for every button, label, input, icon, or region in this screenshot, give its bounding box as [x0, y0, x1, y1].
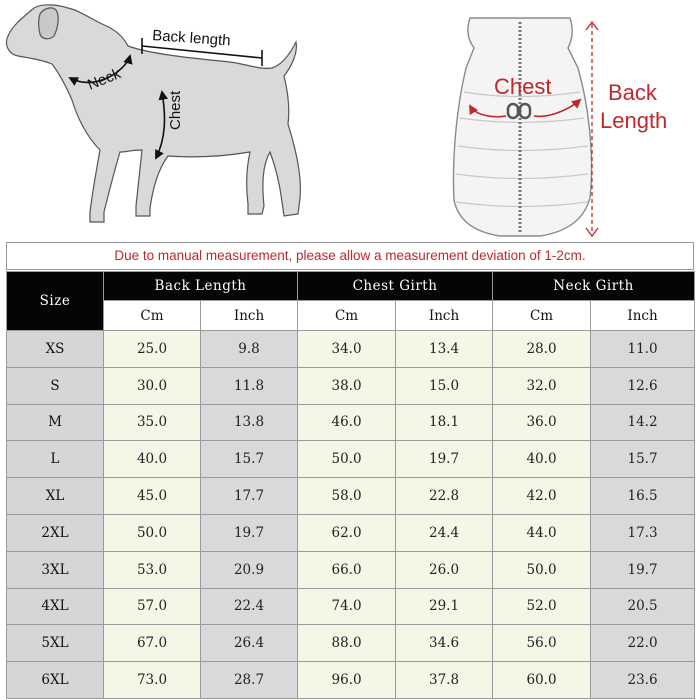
table-row	[7, 331, 695, 368]
value-cell: 17.3	[591, 514, 695, 551]
unit-header: Cm	[298, 301, 396, 331]
label-chest: Chest	[167, 90, 184, 130]
value-cell: 26.4	[201, 625, 298, 662]
value-cell: 26.0	[396, 551, 493, 588]
size-cell: 5XL	[7, 625, 104, 662]
unit-header: Inch	[201, 301, 298, 331]
value-cell: 28.0	[493, 331, 591, 368]
value-cell: 37.8	[396, 662, 493, 699]
value-cell: 23.6	[591, 662, 695, 699]
table-row	[7, 478, 695, 515]
unit-header: Inch	[591, 301, 695, 331]
value-cell: 19.7	[396, 441, 493, 478]
value-cell: 52.0	[493, 588, 591, 625]
value-cell: 25.0	[104, 331, 201, 368]
size-header: Size	[7, 272, 104, 331]
size-cell: XS	[7, 331, 104, 368]
value-cell: 32.0	[493, 367, 591, 404]
size-cell: XL	[7, 478, 104, 515]
measurement-diagram	[0, 0, 700, 240]
vest-illustration	[454, 18, 592, 236]
size-cell: L	[7, 441, 104, 478]
value-cell: 19.7	[201, 514, 298, 551]
value-cell: 20.9	[201, 551, 298, 588]
label-neck: Neck	[85, 65, 124, 94]
value-cell: 44.0	[493, 514, 591, 551]
value-cell: 73.0	[104, 662, 201, 699]
value-cell: 66.0	[298, 551, 396, 588]
label-back-length: Back length	[151, 27, 232, 50]
size-cell: 4XL	[7, 588, 104, 625]
value-cell: 15.0	[396, 367, 493, 404]
group-header-back-length: Back Length	[104, 272, 298, 301]
vest-label-chest: Chest	[494, 74, 552, 99]
value-cell: 30.0	[104, 367, 201, 404]
size-cell: M	[7, 404, 104, 441]
value-cell: 28.7	[201, 662, 298, 699]
table-row	[7, 662, 695, 699]
vest-label-length: Length	[600, 108, 668, 133]
value-cell: 18.1	[396, 404, 493, 441]
value-cell: 46.0	[298, 404, 396, 441]
value-cell: 50.0	[493, 551, 591, 588]
table-row	[7, 514, 695, 551]
table-row	[7, 551, 695, 588]
value-cell: 50.0	[104, 514, 201, 551]
value-cell: 22.8	[396, 478, 493, 515]
value-cell: 60.0	[493, 662, 591, 699]
unit-header: Cm	[104, 301, 201, 331]
value-cell: 29.1	[396, 588, 493, 625]
group-header-chest-girth: Chest Girth	[298, 272, 493, 301]
size-cell: S	[7, 367, 104, 404]
size-chart-table	[6, 271, 695, 699]
value-cell: 16.5	[591, 478, 695, 515]
value-cell: 56.0	[493, 625, 591, 662]
value-cell: 42.0	[493, 478, 591, 515]
table-row	[7, 625, 695, 662]
measurement-notice: Due to manual measurement, please allow a measurement deviation of 1-2cm.	[6, 242, 694, 270]
size-cell: 2XL	[7, 514, 104, 551]
value-cell: 62.0	[298, 514, 396, 551]
value-cell: 74.0	[298, 588, 396, 625]
value-cell: 14.2	[591, 404, 695, 441]
value-cell: 57.0	[104, 588, 201, 625]
table-row	[7, 367, 695, 404]
value-cell: 9.8	[201, 331, 298, 368]
value-cell: 19.7	[591, 551, 695, 588]
value-cell: 40.0	[493, 441, 591, 478]
value-cell: 20.5	[591, 588, 695, 625]
size-table-body	[7, 331, 695, 699]
value-cell: 35.0	[104, 404, 201, 441]
value-cell: 12.6	[591, 367, 695, 404]
value-cell: 96.0	[298, 662, 396, 699]
size-cell: 3XL	[7, 551, 104, 588]
value-cell: 34.6	[396, 625, 493, 662]
value-cell: 34.0	[298, 331, 396, 368]
value-cell: 22.0	[591, 625, 695, 662]
value-cell: 38.0	[298, 367, 396, 404]
value-cell: 88.0	[298, 625, 396, 662]
unit-header: Inch	[396, 301, 493, 331]
value-cell: 22.4	[201, 588, 298, 625]
value-cell: 53.0	[104, 551, 201, 588]
size-cell: 6XL	[7, 662, 104, 699]
unit-header: Cm	[493, 301, 591, 331]
table-row	[7, 588, 695, 625]
value-cell: 58.0	[298, 478, 396, 515]
group-header-neck-girth: Neck Girth	[493, 272, 695, 301]
value-cell: 67.0	[104, 625, 201, 662]
value-cell: 40.0	[104, 441, 201, 478]
value-cell: 24.4	[396, 514, 493, 551]
value-cell: 15.7	[591, 441, 695, 478]
table-row	[7, 441, 695, 478]
value-cell: 13.8	[201, 404, 298, 441]
value-cell: 36.0	[493, 404, 591, 441]
vest-label-back: Back	[608, 80, 657, 105]
value-cell: 11.0	[591, 331, 695, 368]
table-row	[7, 404, 695, 441]
value-cell: 13.4	[396, 331, 493, 368]
value-cell: 50.0	[298, 441, 396, 478]
value-cell: 17.7	[201, 478, 298, 515]
value-cell: 45.0	[104, 478, 201, 515]
value-cell: 11.8	[201, 367, 298, 404]
value-cell: 15.7	[201, 441, 298, 478]
